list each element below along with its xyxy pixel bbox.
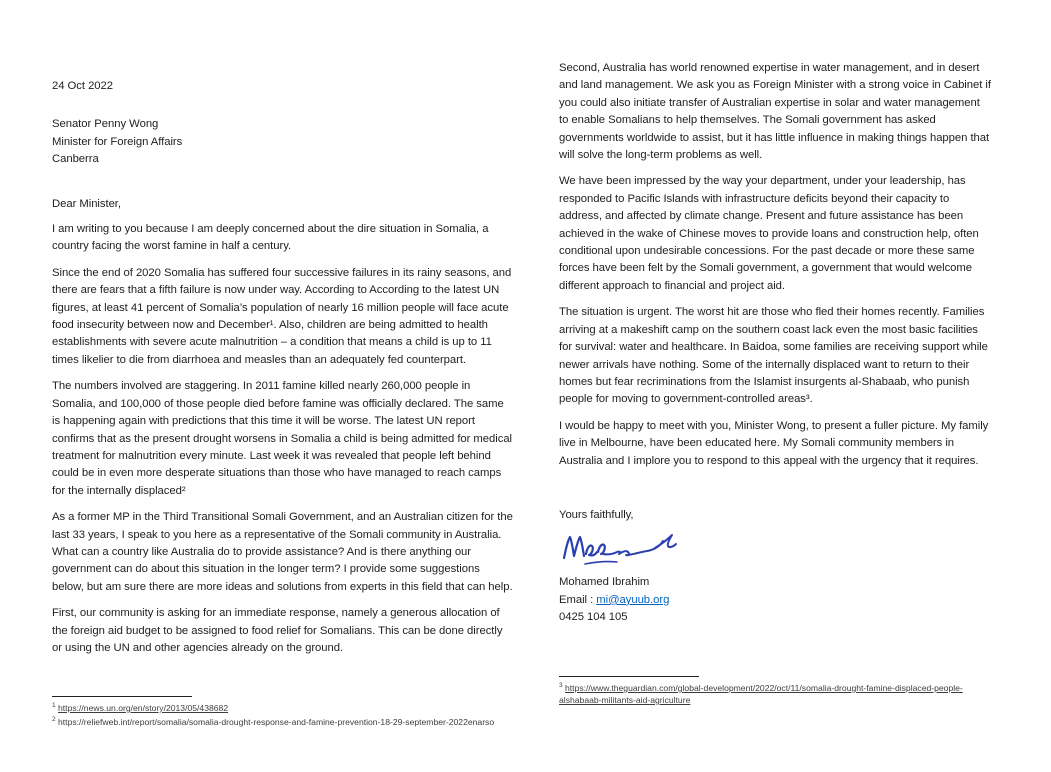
paragraph-intro: I am writing to you because I am deeply concerned about the dire situation in Somalia, a country facing the worst famine in half a century. [52,223,489,253]
paragraph-second-request: Second, Australia has world renowned expertise in water management, and in desert and land management. We ask you as Foreign Minister with a strong voice in Cabinet if you could also initiate transfer of Australian expertise in solar and water management to enable Somalians to help themselves. The Somali government has asked governments worldwide to assist, but it has little influence in making things happen that will solve the long-term problems as well. [559,62,991,162]
recipient-city: Canberra [52,153,99,166]
footnote-2-marker: 2 [52,715,56,723]
footnote-separator [52,696,192,697]
footnote-1-link[interactable]: https://news.un.org/en/story/2013/05/438682 [58,702,229,713]
email-label: Email : [559,593,597,606]
paragraph-former-mp: As a former MP in the Third Transitional Somali Government, and an Australian citizen for the last 33 years, I speak to you here as a representative of the Somali community in Australia. What can a country like Australia do to provide assistance? And is there anything our government can do about this situation in the longer term? I provide some suggestions below, but am sure there are more ideas and solutions from experts in this field that can help. [52,511,513,593]
paragraph-first-request: First, our community is asking for an immediate response, namely a generous allocation of the foreign aid budget to be assigned to food relief for Somalians. This can be done directly or using the UN and other agencies already on the ground. [52,607,503,654]
footnote-3-marker: 3 [559,682,563,689]
footnote-2 [52,714,522,728]
paragraph-department-praise: We have been impressed by the way your department, under your leadership, has responded to Pacific Islands with infrastructure deficits beyond their capacity to address, and affected by climate change. Present and future assistance has been achieved in the wake of Chinese moves to provide loans and construction help, often conditional upon undesirable concessions. For the past decade or more these same forces have been felt by the Somali government, a government that would welcome different approach to financial and project aid. [559,175,979,292]
paragraph-staggering-numbers: The numbers involved are staggering. In 2011 famine killed nearly 260,000 people in Somalia, and 100,000 of those people died before famine was officially declared. The same is happening again with predictions that this time it will be worse. The latest UN report confirms that as the present drought worsens in Somalia a child is being admitted for medical treatment for malnutrition every minute. Last week it was revealed that people left behind could be in even more desperate situations than those who have managed to reach camps for the internally displaced² [52,380,513,497]
paragraph-urgent-situation: The situation is urgent. The worst hit are those who fled their homes recently. Families arriving at a makeshift camp on the southern coast lack even the most basic facilities for survival: water and healthcare. In Baidoa, some families are receiving support while newer arrivals have nothing. Some of the internally displaced want to return to their homes but fear recriminations from the Islamist insurgents al-Shabaab, who punish people for moving to government-controlled areas³. [559,306,988,406]
letter-date: 24 Oct 2022 [52,80,113,92]
salutation: Dear Minister, [52,197,121,210]
recipient-name: Senator Penny Wong [52,118,159,131]
paragraph-rainy-seasons: Since the end of 2020 Somalia has suffered four successive failures in its rainy seasons, and there are fears that a fifth failure is now under way. According to According to the latest UN figures, at least 41 percent of Somalia’s population of nearly 16 million people will face acute food insecurity between now and December¹. Also, children are being admitted to health establishments with severe acute malnutrition – a condition that means a child is up to 11 times likelier to die from diarrhoea and measles than an adequately fed counterpart. [52,266,512,366]
paragraph-meeting-offer: I would be happy to meet with you, Minister Wong, to present a fuller picture. My family live in Melbourne, have been educated here. My Somali community members in Australia and I implore you to respond to this appeal with the urgency that it requires. [559,419,989,467]
closing-salutation: Yours faithfully, [559,508,634,521]
recipient-block [52,116,514,168]
footnote-separator [559,676,699,677]
footnote-1-marker: 1 [52,702,56,709]
footnote-1 [52,700,522,714]
footnote-2-link[interactable]: https://reliefweb.int/report/somalia/somalia-drought-response-and-famine-prevention-18-29-september-2022enarso [58,716,495,727]
sender-email-line [559,592,991,609]
sender-phone: 0425 104 105 [559,611,628,624]
letter-page-2 [559,60,991,627]
recipient-title: Minister for Foreign Affairs [52,135,183,148]
sender-name: Mohamed Ibrahim [559,576,650,589]
footnotes-page-1 [52,696,522,728]
email-link[interactable]: mi@ayuub.org [596,593,670,606]
signature-block [559,574,991,626]
footnote-3 [559,680,993,706]
footnotes-page-2 [559,676,993,706]
letter-page-1 [52,78,514,666]
handwritten-signature [559,528,679,572]
footnote-3-link[interactable]: https://www.theguardian.com/global-development/2022/oct/11/somalia-drought-famine-displaced-people-alshabaab-militants-aid-agriculture [559,682,963,705]
